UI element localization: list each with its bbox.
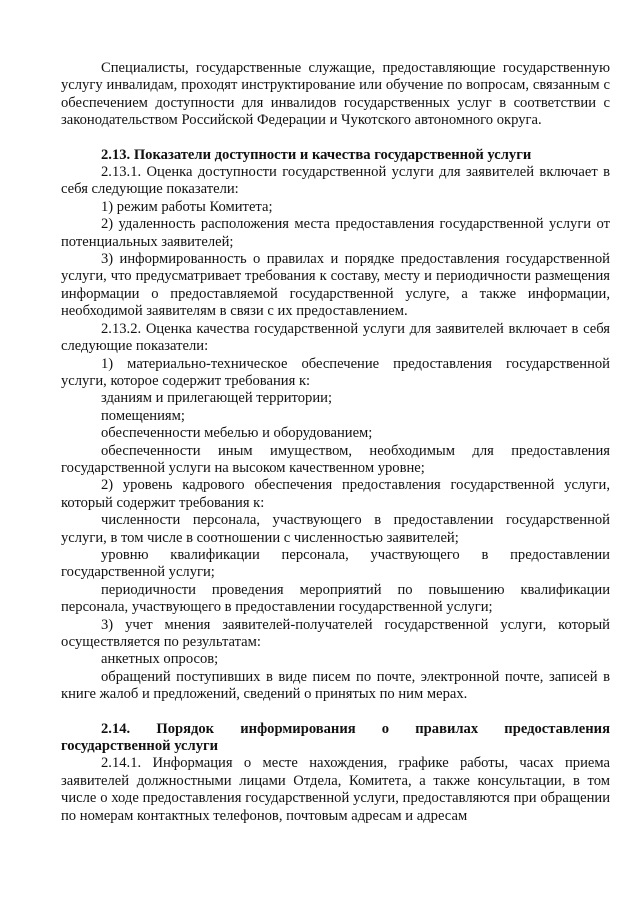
list-item: 3) информированность о правилах и порядке предоставления государственной услуги, что предусматривает требования к составу, месту и периодичности размещения информации о предоставляемой государственной услуге, а также информации, необходимой заявителям в связи с их предоставлением.	[61, 251, 610, 320]
list-item: зданиям и прилегающей территории;	[101, 390, 333, 407]
list-item: 1) режим работы Комитета;	[101, 198, 273, 215]
list-item: уровню квалификации персонала, участвующего в предоставлении государственной услуги;	[61, 546, 610, 581]
list-item: численности персонала, участвующего в предоставлении государственной услуги, в том числе в соотношении с численностью заявителей;	[61, 512, 610, 546]
list-item: 2) удаленность расположения места предоставления государственной услуги от потенциальных заявителей;	[61, 216, 610, 250]
section-2-14-heading-line2: государственной услуги	[61, 738, 219, 755]
list-item: 1) материально-техническое обеспечение предоставления государственной услуги, которое содержит требования к:	[61, 355, 610, 389]
section-2-14-heading-line1: 2.14. Порядок информирования о правилах предоставления	[101, 720, 610, 737]
list-item: обращений поступивших в виде писем по почте, электронной почте, записей в книге жалоб и предложений, сведений о принятых по ним мерах.	[61, 668, 610, 703]
paragraph-2-14-1: 2.14.1. Информация о месте нахождения, графике работы, часах приема заявителей должностными лицами Отдела, Комитета, а также консультации, в том числе о ходе предоставления государственной услуги, предоставляются при обращении по номерам контактных телефонов, почтовым адресам и адресам	[61, 755, 610, 824]
paragraph-2-13-2: 2.13.2. Оценка качества государственной услуги для заявителей включает в себя следующие показатели:	[61, 320, 610, 355]
list-item: 3) учет мнения заявителей-получателей государственной услуги, который осуществляется по результатам:	[61, 616, 610, 650]
list-item: обеспеченности мебелью и оборудованием;	[101, 425, 373, 442]
list-item: анкетных опросов;	[101, 651, 219, 668]
section-2-13-heading: 2.13. Показатели доступности и качества государственной услуги	[101, 146, 532, 163]
intro-paragraph: Специалисты, государственные служащие, предоставляющие государственную услугу инвалидам, проходят инструктирование или обучение по вопросам, связанным с обеспечением доступности для инвалидов государственных услуг в соответствии с законодательством Российской Федерации и Чукотского автономного округа.	[61, 60, 610, 129]
list-item: периодичности проведения мероприятий по повышению квалификации персонала, участвующего в предоставлении государственной услуги;	[61, 581, 610, 616]
list-item: 2) уровень кадрового обеспечения предоставления государственной услуги, который содержит требования к:	[61, 477, 610, 511]
paragraph-2-13-1: 2.13.1. Оценка доступности государственной услуги для заявителей включает в себя следующие показатели:	[61, 164, 610, 198]
list-item: обеспеченности иным имуществом, необходимым для предоставления государственной услуги на высоком качественном уровне;	[61, 442, 610, 476]
list-item: помещениям;	[101, 407, 185, 424]
